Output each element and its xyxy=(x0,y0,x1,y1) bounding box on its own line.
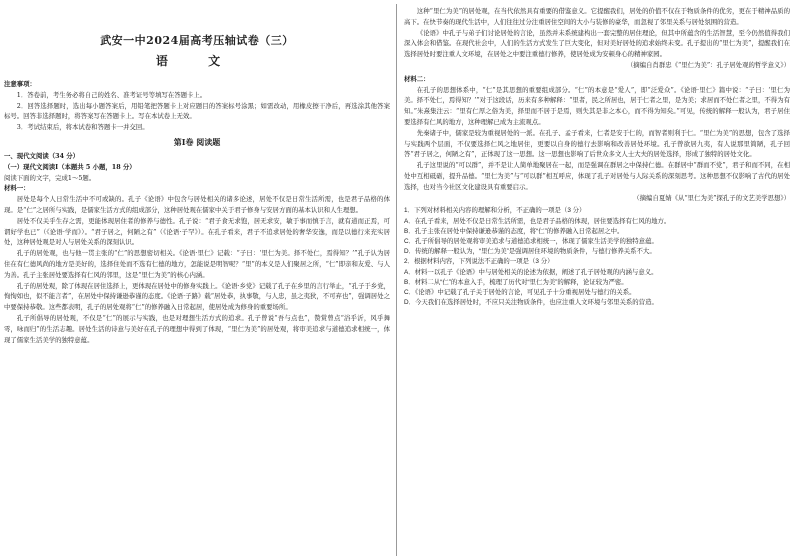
section-heading: 一、现代文阅读（34 分） xyxy=(4,151,80,160)
option-a: A．在孔子看来，居处不仅是日常生活所需，也是君子品格的体现，居住要选择有仁风的地方。 xyxy=(404,217,671,225)
exam-title: 武安一中2024届高考压轴试卷（三） xyxy=(100,34,294,47)
subsection-heading: （一）现代文阅读Ⅰ（本题共 5 小题，18 分） xyxy=(4,162,136,171)
right-column xyxy=(404,6,790,308)
notice-heading: 注意事项： xyxy=(4,80,36,88)
notice-item-3: 3．考试结束后，将本试卷和答题卡一并交回。 xyxy=(16,123,149,132)
option-c: C．《论语》中记载了孔子关于居处的言论，可见孔子十分重视居处与德行的关系。 xyxy=(404,288,636,296)
option-b: B．孔子主张在居处中保持谦逊恭谨的态度，将“仁”的修养融入日常起居之中。 xyxy=(404,227,624,235)
paragraph: 孔子的居处观，也与他一贯主张的“仁”的思想密切相关。《论语·里仁》记载：“子曰：‘里仁为美。择不处仁，焉得知？’”孔子认为居住在有仁德风尚的地方是美好的，选择住处而不选有仁德的地方，怎能说是明智呢？“里”的本义是人们聚居之所，“仁”即亲和友爱、与人为善。孔子主张居处要选择有仁风的邻里，这是“里仁为美”的核心内涵。 xyxy=(4,249,390,279)
reading-instruction: 阅读下面的文字，完成1～5题。 xyxy=(4,173,96,182)
option-d: D．传统的解释一般认为，“里仁为美”是强调居住环境的物质条件，与德行修养关系不大。 xyxy=(404,248,656,256)
paragraph: 孔子的居处观，除了体现在居住选择上，更体现在居处中的修身实践上。《论语·乡党》记载了孔子在乡里的言行举止，“孔子于乡党，恂恂如也，似不能言者”，在居处中保持谦逊恭谨的态度。《论语·子路》载“居处恭，执事敬，与人忠，虽之夷狄，不可弃也”，强调居处之中要保持恭敬。这些都表明，孔子的居处观将“仁”的修养融入日常起居，使居处成为修身的重要场所。 xyxy=(4,281,390,312)
notice-item-1: 1．答卷前，考生务必将自己的姓名、准考证号等填写在答题卡上。 xyxy=(16,90,207,99)
column-divider xyxy=(396,4,397,556)
option-a: A．材料一以孔子《论语》中与居处相关的论述为依据，阐述了孔子居处观的内涵与意义。 xyxy=(404,268,658,276)
source-citation-2: （摘编自夏婧《从“里仁为美”探孔子的文艺美学思想》） xyxy=(633,193,790,202)
option-b: B．材料二从“仁”的本意入手，梳理了历代对“里仁为美”的解释，论证较为严密。 xyxy=(404,278,628,286)
paragraph: 居处是每个人日常生活中不可或缺的。孔子《论语》中包含与居处相关的诸多论述，居处不仅是日常生活所需，也是君子品格的体现。是“仁”之居所与实践，是儒家生活方式的组成部分，这种居处观在儒家中关于君子修身与安居方面的基本认识和人生理想。 xyxy=(4,195,390,214)
paragraph: 孔子这里说的“可以群”，并不是让人简单地聚居在一起，而是强调在群居之中保持仁德。在群居中“群而不党”，君子和而不同，在相处中互相砥砺，提升品德。“里仁为美”与“可以群”相互呼应，体现了孔子对居处与人际关系的深刻思考。这种思想不仅影响了古代的居处选择，也对当今社区文化建设具有重要启示。 xyxy=(404,161,790,191)
paragraph: 孔子所倡导的居处观，不仅是“仁”的展示与实践，也是对理想生活方式的追求。孔子曾说“吾与点也”，赞赏曾点“浴乎沂，风乎舞雩，咏而归”的生活志趣。居处生活的诗意与美好在孔子的理想中得到了体现，“里仁为美”的居处观，将审美追求与道德追求相统一，体现了儒家生活美学的独特意蕴。 xyxy=(4,313,390,344)
question-1-stem: 1．下列对材料相关内容的理解和分析，不正确的一项是（3 分） xyxy=(404,207,586,215)
material-1-label: 材料一： xyxy=(4,184,30,193)
material-2-label: 材料二： xyxy=(404,74,430,83)
paragraph: 这种“里仁为美”的居处观，在当代依然具有重要的借鉴意义。它提醒我们，居处的价值不仅在于物质条件的优劣，更在于精神品质的高下。在快节奏的现代生活中，人们往往过分注重居住空间的大小与装修的豪华，而忽视了邻里关系与居处氛围的营造。 xyxy=(404,7,790,26)
notice-item-2: 2．回答选择题时，选出每小题答案后，用铅笔把答题卡上对应题目的答案标号涂黑；如需改动，用橡皮擦干净后，再选涂其他答案标号。回答非选择题时，将答案写在答题卡上。写在本试卷上无效。 xyxy=(4,101,390,121)
subject-title: 语 文 xyxy=(155,54,239,68)
paragraph: 居处不仅关乎生存之需，更能体现居住者的修养与德性。孔子说：“君子食无求饱，居无求安，敏于事而慎于言，就有道而正焉，可谓好学也已”（《论语·学而》）。“君子居之，何陋之有”（《论语·子罕》）。在孔子看来，君子不追求居处的奢华安逸，而是以德行来充实居处，这种居处观是对人与居处关系的深刻认识。 xyxy=(4,216,390,247)
paragraph: 《论语》中孔子与弟子们讨论居处的言论，虽然并未系统建构出一套完整的居住理论，但其中所蕴含的生活智慧，至今仍然值得我们深入体会和借鉴。在现代社会中，人们的生活方式发生了巨大变化，但对美好居处的追求始终未变。孔子提出的“里仁为美”，提醒我们在选择居处时要注重人文环境，在居处之中要注重德行修养，使居处成为安顿身心的精神家园。 xyxy=(404,28,790,59)
part-title: 第Ⅰ卷 阅读题 xyxy=(173,136,221,147)
source-citation-1: （摘编自肖群忠《“里仁为美”：孔子居处观的哲学意义》） xyxy=(626,60,790,69)
left-column xyxy=(4,6,390,345)
option-d: D．今天我们在选择居处时，不应只关注物质条件，也应注重人文环境与邻里关系的营造。 xyxy=(404,299,658,307)
option-c: C．孔子所倡导的居处观将审美追求与道德追求相统一，体现了儒家生活美学的独特意蕴。 xyxy=(404,237,658,245)
question-2-stem: 2．根据材料内容，下列说法不正确的一项是（3 分） xyxy=(404,258,554,266)
paragraph: 在孔子的思想体系中，“仁”是其思想的重要组成部分。“仁”的本意是“爱人”，即“泛爱众”。《论语·里仁》篇中说：“子曰：‘里仁为美。择不处仁，焉得知？’”对于这段话，历来有多种解释：“里者，民之所居也，居于仁者之里，是为美；求居而不处仁者之里，不得为有知。”朱熹集注云：“里有仁厚之俗为美，择里而不居于是焉，则失其是非之本心，而不得为知矣。”可见，传统的解释一般认为，君子居住要选择有仁风的地方，这种理解已成为主流观点。 xyxy=(404,85,790,126)
paragraph: 先秦诸子中，儒家是较为重视居处的一派。在孔子、孟子看来，仁者是安于仁的，而智者则利于仁。“里仁为美”的思想，包含了选择与实践两个层面，不仅要选择仁风之地居住，更要以自身的德行去影响和改善居处环境。孔子曾欲居九夷，有人说那里简陋，孔子回答“君子居之，何陋之有”，正体现了这一思想。这一思想也影响了后世众多文人士大夫的居处选择，形成了独特的居处文化。 xyxy=(404,128,790,159)
